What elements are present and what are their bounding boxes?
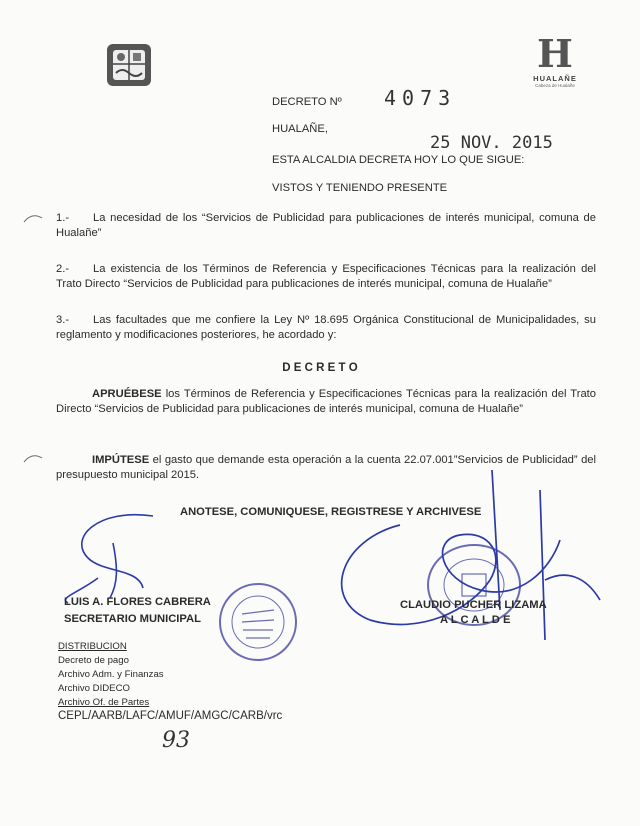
secretary-signature bbox=[58, 498, 208, 608]
distribution-line: Archivo Of. de Partes bbox=[58, 697, 150, 708]
distribution-title: DISTRIBUCION bbox=[58, 641, 127, 652]
vistos-item-2 bbox=[56, 262, 596, 292]
hualane-logo bbox=[528, 31, 582, 90]
signatory-name: CLAUDIO PUCHER LIZAMA bbox=[400, 599, 547, 611]
date-stamp: 25 NOV. 2015 bbox=[430, 133, 553, 153]
decreto-label: DECRETO Nº bbox=[272, 96, 342, 108]
item-text: La necesidad de los “Servicios de Publicidad para publicaciones de interés municipal, comuna de Hualañe” bbox=[56, 212, 596, 239]
signatory-title: SECRETARIO MUNICIPAL bbox=[64, 613, 201, 625]
resolution-lead: IMPÚTESE bbox=[92, 454, 150, 466]
item-number: 2.- bbox=[56, 263, 70, 275]
distribution-line: Archivo Adm. y Finanzas bbox=[58, 669, 164, 680]
distribution-line: Decreto de pago bbox=[58, 655, 129, 666]
distribution-line: Archivo DIDECO bbox=[58, 683, 130, 694]
item-text: La existencia de los Términos de Referencia y Especificaciones Técnicas para la realización del Trato Directo “Servicios de Publicidad para publicaciones de interés municipal, comuna de Hualañe” bbox=[56, 263, 596, 290]
item-number: 1.- bbox=[56, 212, 70, 224]
distribution-block bbox=[58, 640, 164, 710]
decreto-heading: D E C R E T O bbox=[282, 362, 358, 374]
hualane-logo-name: HUALAÑE bbox=[533, 74, 577, 83]
item-text: Las facultades que me confiere la Ley Nº 18.695 Orgánica Constitucional de Municipalidades, su reglamento y modificaciones posteriores, he acordado y: bbox=[56, 314, 596, 341]
margin-mark bbox=[20, 208, 50, 228]
distribution-initials: CEPL/AARB/LAFC/AMUF/AMGC/CARB/vrc bbox=[58, 710, 283, 722]
place-label: HUALAÑE, bbox=[272, 123, 328, 135]
resolution-lead: APRUÉBESE bbox=[92, 388, 162, 400]
vistos-item-1 bbox=[56, 211, 596, 241]
item-number: 3.- bbox=[56, 314, 70, 326]
decree-intro: ESTA ALCALDIA DECRETA HOY LO QUE SIGUE: bbox=[272, 154, 525, 166]
vistos-item-3 bbox=[56, 313, 596, 343]
hualane-logo-mark: H bbox=[537, 31, 573, 76]
municipal-seal-logo bbox=[104, 40, 154, 90]
signatory-name: LUIS A. FLORES CABRERA bbox=[64, 596, 211, 608]
handwritten-number: 93 bbox=[162, 728, 190, 753]
closing-formula: ANOTESE, COMUNIQUESE, REGISTRESE Y ARCHIVESE bbox=[180, 506, 482, 518]
signatory-title: A L C A L D E bbox=[440, 614, 511, 626]
hualane-logo-tagline: Cabeza de Hualañe bbox=[535, 83, 575, 88]
resolution-text: el gasto que demande esta operación a la cuenta 22.07.001”Servicios de Publicidad” del presupuesto municipal 2015. bbox=[56, 454, 596, 481]
resolution-apruebese bbox=[56, 387, 596, 417]
vistos-heading: VISTOS Y TENIENDO PRESENTE bbox=[272, 182, 448, 194]
resolution-text: los Términos de Referencia y Especificaciones Técnicas para la realización del Trato Directo “Servicios de Publicidad para publicaciones de interés municipal, comuna de Hualañe” bbox=[56, 388, 596, 415]
margin-mark bbox=[20, 448, 50, 468]
decreto-number-stamp: 4073 bbox=[384, 86, 457, 110]
administrator-stamp bbox=[216, 580, 300, 664]
